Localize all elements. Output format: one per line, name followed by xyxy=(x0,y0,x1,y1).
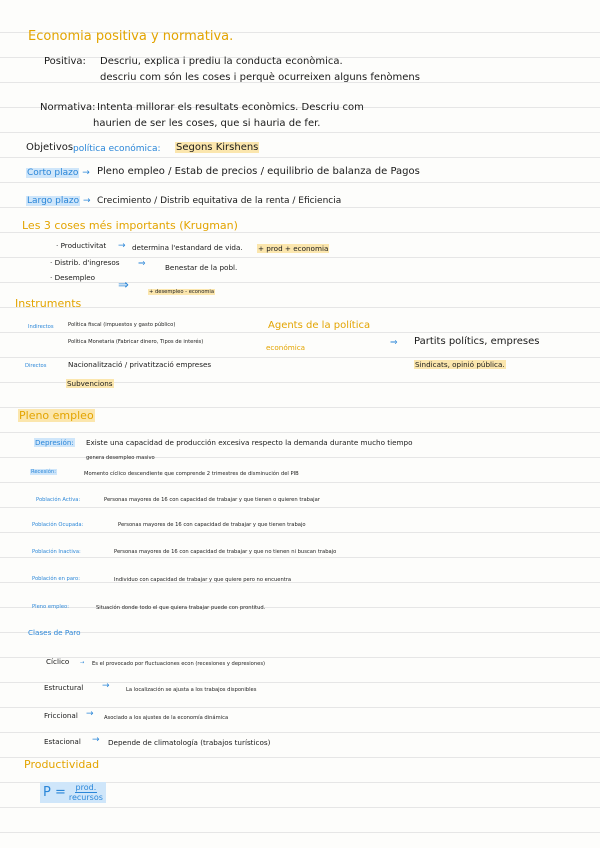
formula-lhs: P = xyxy=(43,785,66,800)
inactiva-label: Población Inactiva: xyxy=(32,549,81,555)
paro-text: Individuo con capacidad de trabajar y que quiere pero no encuentra xyxy=(114,577,292,583)
politica-monetaria: Política Monetaria (Fabricar dinero, Tipos de interés) xyxy=(68,339,204,345)
agents-title-line2: económica xyxy=(266,343,306,352)
formula-numerator: prod. xyxy=(75,783,97,792)
largo-plazo-text: Crecimiento / Distrib equitativa de la renta / Eficiencia xyxy=(97,196,342,206)
krugman-item1: · Productivitat xyxy=(56,241,107,250)
objetivos-rest: Segons Kirshens xyxy=(176,142,259,153)
objetivos-label: Objetivos xyxy=(26,142,74,153)
pleno-text: Situación donde todo el que quiera trabajar puede con prontitud. xyxy=(96,605,266,611)
arrow-icon: → xyxy=(118,241,126,251)
estacional-label: Estacional xyxy=(44,737,81,746)
arrow-icon: ⇒ xyxy=(390,338,398,348)
estructural-text: La localización se ajusta a los trabajos disponibles xyxy=(126,687,257,693)
largo-plazo-label: Largo plazo xyxy=(27,196,80,206)
pleno-empleo-title: Pleno empleo xyxy=(19,409,94,422)
agents-title-line1: Agents de la política xyxy=(268,320,371,331)
ciclico-label: Cíclico xyxy=(46,657,70,666)
krugman-item3: · Desempleo xyxy=(50,273,96,282)
krugman-item2-result: Benestar de la pobl. xyxy=(165,263,238,272)
normativa-line1: Intenta millorar els resultats econòmics. Descriu com xyxy=(97,102,364,113)
krugman-item3-result: + desempleo - economia xyxy=(149,289,215,295)
friccional-text: Asociado a los ajustes de la economía dinámica xyxy=(104,715,229,721)
krugman-title: Les 3 coses més importants (Krugman) xyxy=(22,219,238,232)
positiva-line1: Descriu, explica i prediu la conducta econòmica. xyxy=(100,56,343,67)
activa-text: Personas mayores de 16 con capacidad de trabajar y que tienen o quieren trabajar xyxy=(104,497,320,503)
depresion-line1: Existe una capacidad de producción excesiva respecto la demanda durante mucho tiempo xyxy=(86,438,413,447)
activa-label: Población Activa: xyxy=(36,497,81,503)
arrow-icon: → xyxy=(92,735,100,745)
arrow-icon: → xyxy=(102,681,110,691)
arrow-icon: ⇒ xyxy=(138,259,146,269)
normativa-label: Normativa: xyxy=(40,102,96,113)
inactiva-text: Personas mayores de 16 con capacidad de trabajar y que no tienen ni buscan trabajo xyxy=(114,549,337,555)
page-title: Economia positiva y normativa. xyxy=(28,29,234,44)
corto-plazo-label: Corto plazo xyxy=(27,168,79,178)
recesion-label: Recesión: xyxy=(31,469,56,475)
ciclico-text: Es el provocado por fluctuaciones econ (recesiones y depresiones) xyxy=(92,661,266,667)
indirectos-label: Indirectos xyxy=(28,324,54,330)
positiva-line2: descriu com són les coses i perquè ocurreixen alguns fenòmens xyxy=(100,72,420,83)
pleno-label: Pleno empleo: xyxy=(32,604,69,610)
depresion-line2: genera desempleo masivo xyxy=(86,455,155,461)
depresion-label: Depresión: xyxy=(35,438,74,447)
normativa-line2: haurien de ser les coses, que si hauria de fer. xyxy=(93,118,321,129)
instruments-title: Instruments xyxy=(15,297,82,310)
politica-fiscal: Política fiscal (impuestos y gasto público) xyxy=(68,322,176,328)
formula-denominator: recursos xyxy=(68,793,103,802)
directos-label: Directos xyxy=(25,363,47,369)
friccional-label: Friccional xyxy=(44,711,78,720)
productividad-title: Productividad xyxy=(24,758,100,771)
recesion-text: Momento cíclico descendiente que comprende 2 trimestres de disminución del PIB xyxy=(84,471,299,477)
estructural-label: Estructural xyxy=(44,683,84,692)
krugman-item1-note: + prod + economia xyxy=(258,244,329,253)
directos-text: Nacionalització / privatització empreses xyxy=(68,360,212,369)
corto-plazo-text: Pleno empleo / Estab de precios / equilibrio de balanza de Pagos xyxy=(97,166,420,177)
objetivos-highlight: política económica: xyxy=(73,144,161,154)
positiva-label: Positiva: xyxy=(44,56,86,67)
krugman-item1-result: determina l'estandard de vida. xyxy=(132,243,243,252)
paro-label: Población en paro: xyxy=(32,576,80,582)
clases-paro-title: Clases de Paro xyxy=(28,628,81,637)
arrow-icon: → xyxy=(80,660,85,666)
productividad-formula xyxy=(40,782,106,803)
ocupada-label: Población Ocupada: xyxy=(32,522,84,528)
ocupada-text: Personas mayores de 16 con capacidad de trabajar y que tienen trabajo xyxy=(118,522,306,528)
estacional-text: Depende de climatología (trabajos turísticos) xyxy=(108,738,271,747)
subvenciones: Subvencions xyxy=(67,379,113,388)
agents-text-line2: Sindicats, opinió pública. xyxy=(415,360,505,369)
arrow-icon: ⇒ xyxy=(118,278,129,293)
agents-text-line1: Partits polítics, empreses xyxy=(414,336,540,347)
krugman-item2: · Distrib. d'ingresos xyxy=(50,258,120,267)
arrow-icon: → xyxy=(86,709,94,719)
